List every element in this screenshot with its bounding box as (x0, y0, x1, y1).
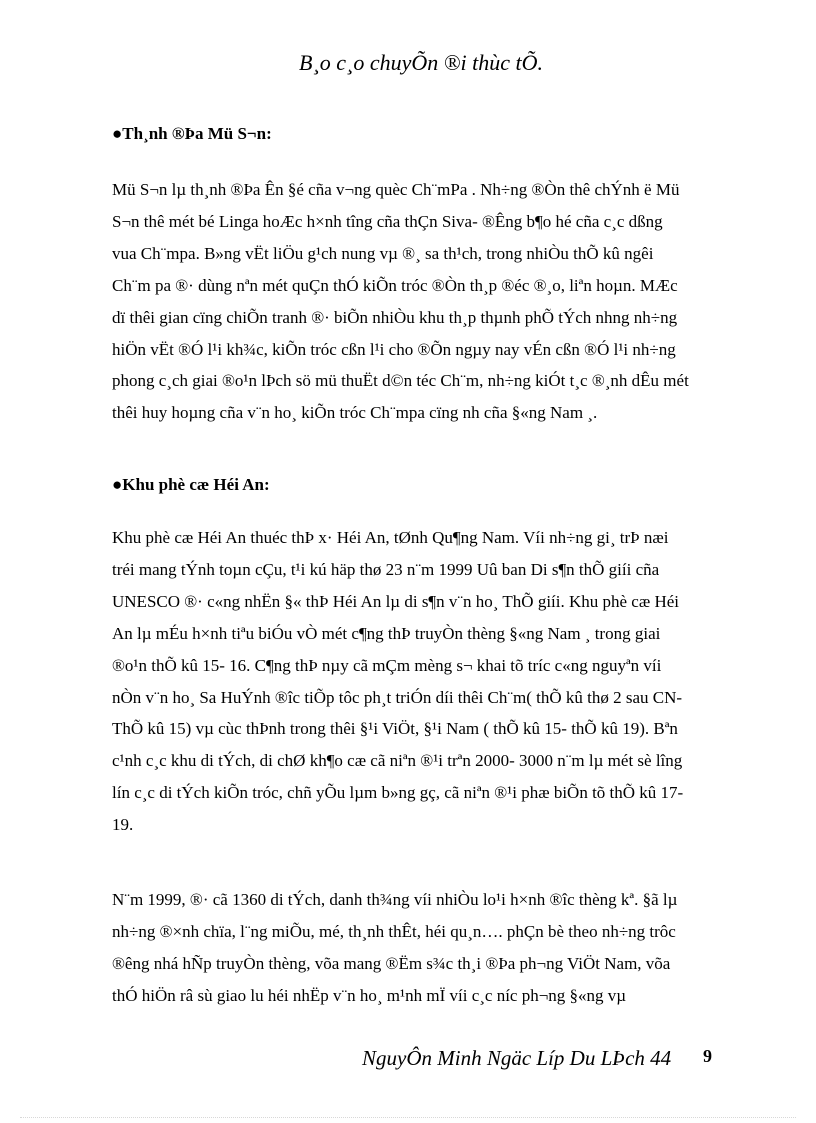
text-line: UNESCO ®· c«ng nhËn §« thÞ Héi An lµ di s¶n v¨n ho¸ ThÕ giíi. Khu phè cæ Héi (112, 591, 679, 611)
text-line: thÓ hiÖn râ sù giao lu héi nhËp v¨n ho¸ m¹nh mÏ víi c¸c níc ph¬ng §«ng vµ (112, 985, 627, 1005)
text-line: S¬n thê mét bé Linga hoÆc h×nh tîng cña thÇn Siva- ®Êng b¶o hé cña c¸c dßng (112, 211, 663, 231)
paragraph-my-son (112, 174, 752, 429)
text-line: ThÕ kû 15) vµ cùc thÞnh trong thêi §¹i ViÖt, §¹i Nam ( thÕ kû 15- thÕ kû 19). Bªn (112, 719, 678, 739)
text-line: Ch¨m pa ®· dùng nªn mét quÇn thÓ kiÕn tróc ®Òn th¸p ®éc ®¸o, liªn hoµn. MÆc (112, 275, 678, 295)
paragraph-hoi-an-1 (112, 522, 752, 841)
text-line: c¹nh c¸c khu di tÝch, di chØ kh¶o cæ cã niªn ®¹i trªn 2000- 3000 n¨m lµ mét sè lîng (112, 751, 683, 771)
text-line: lín c¸c di tÝch kiÕn tróc, chñ yÕu lµm b»ng gç, cã niªn ®¹i phæ biÕn tõ thÕ kû 17- (112, 783, 684, 803)
page-header: B¸o c¸o chuyÕn ®i thùc tÕ. (299, 50, 543, 75)
footer-author: NguyÔn Minh Ngäc Líp Du LÞch 44 (362, 1046, 672, 1070)
text-line: tréi mang tÝnh toµn cÇu, t¹i kú häp thø 23 n¨m 1999 Uû ban Di s¶n thÕ giíi cña (112, 559, 660, 579)
text-line: 19. (112, 815, 134, 835)
text-line: phong c¸ch giai ®o¹n lÞch sö mü thuËt d©n téc Ch¨m, nh÷ng kiÓt t¸c ®¸nh dÊu mét (112, 371, 689, 391)
page-bottom-edge (20, 1117, 796, 1118)
paragraph-hoi-an-2 (112, 884, 752, 1012)
section-heading-my-son: ●Th¸nh ®Þa Mü S¬n: (112, 124, 272, 143)
text-line: dï thêi gian cïng chiÕn tranh ®· biÕn nhiÒu khu th¸p thµnh phÕ tÝch nhng nh÷ng (112, 307, 678, 327)
text-line: An lµ mÉu h×nh tiªu biÓu vÒ mét c¶ng thÞ truyÒn thèng §«ng Nam ¸ trong giai (112, 623, 661, 643)
text-line: ®êng nhá hÑp truyÒn thèng, võa mang ®Ëm s¾c th¸i ®Þa ph¬ng ViÖt Nam, võa (112, 953, 671, 973)
section-heading-hoi-an: ●Khu phè cæ Héi An: (112, 475, 270, 494)
text-line: nh÷ng ®×nh chïa, l¨ng miÕu, mé, th¸nh thÊt, héi qu¸n…. phÇn bè theo nh÷ng trôc (112, 921, 676, 941)
text-line: Mü S¬n lµ th¸nh ®Þa Ên §é cña v¬ng quèc Ch¨mPa . Nh÷ng ®Òn thê chÝnh ë Mü (112, 180, 680, 199)
text-line: vua Ch¨mpa. B»ng vËt liÖu g¹ch nung vµ ®¸ sa th¹ch, trong nhiÒu thÕ kû ngêi (112, 243, 654, 263)
text-line: nÒn v¨n ho¸ Sa HuÝnh ®îc tiÕp tôc ph¸t triÓn díi thêi Ch¨m( thÕ kû thø 2 sau CN- (112, 687, 683, 707)
text-line: N¨m 1999, ®· cã 1360 di tÝch, danh th¾ng víi nhiÒu lo¹i h×nh ®îc thèng kª. §ã lµ (112, 890, 678, 909)
text-line: Khu phè cæ Héi An thuéc thÞ x· Héi An, tØnh Qu¶ng Nam. Víi nh÷ng gi¸ trÞ næi (112, 528, 669, 547)
text-line: thêi huy hoµng cña v¨n ho¸ kiÕn tróc Ch¨mpa cïng nh cña §«ng Nam ¸. (112, 403, 598, 423)
text-line: ®o¹n thÕ kû 15- 16. C¶ng thÞ nµy cã mÇm mèng s¬ khai tõ tríc c«ng nguyªn víi (112, 655, 662, 675)
page-number: 9 (703, 1046, 712, 1066)
text-line: hiÖn vËt ®Ó l¹i kh¾c, kiÕn tróc cßn l¹i cho ®Õn ngµy nay vÉn cßn ®Ó l¹i nh÷ng (112, 339, 676, 359)
